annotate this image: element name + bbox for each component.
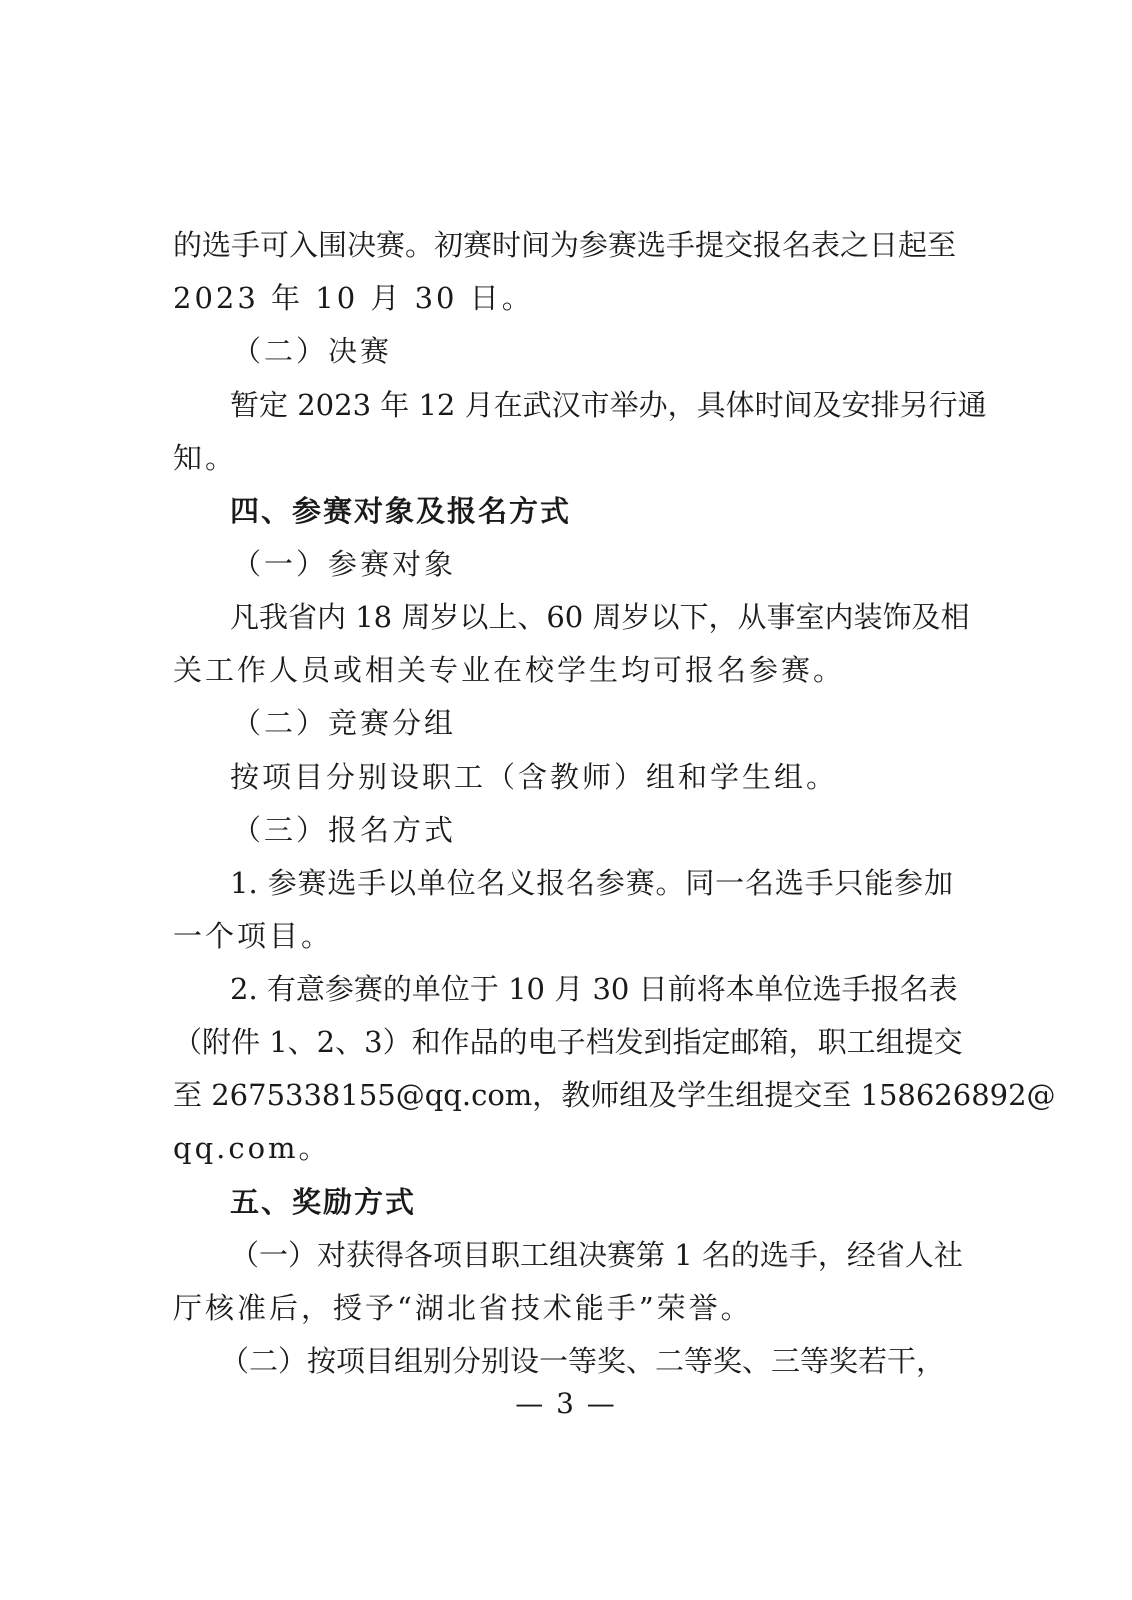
list-item-2: 2. 有意参赛的单位于 10 月 30 日前将本单位选手报名表 xyxy=(230,972,958,1006)
body-text-line: （一）对获得各项目职工组决赛第 1 名的选手，经省人社 xyxy=(230,1238,963,1272)
body-text-line: 知。 xyxy=(173,441,238,475)
body-text-line: 2023 年 10 月 30 日。 xyxy=(173,281,534,315)
subsection-heading-final: （二）决赛 xyxy=(232,334,393,368)
section-heading-4: 四、参赛对象及报名方式 xyxy=(230,494,572,528)
body-text-line: 厅核准后，授予“湖北省技术能手”荣誉。 xyxy=(173,1291,753,1325)
body-text-line: 按项目分别设职工（含教师）组和学生组。 xyxy=(230,760,839,794)
body-text-line: 暂定 2023 年 12 月在武汉市举办，具体时间及安排另行通 xyxy=(230,388,987,422)
list-item-1: 1. 参赛选手以单位名义报名参赛。同一名选手只能参加 xyxy=(230,866,953,900)
subsection-heading-groups: （二）竞赛分组 xyxy=(232,706,457,740)
body-text-line: 的选手可入围决赛。初赛时间为参赛选手提交报名表之日起至 xyxy=(173,228,957,262)
body-text-line: 凡我省内 18 周岁以上、60 周岁以下，从事室内装饰及相 xyxy=(230,600,970,634)
subsection-heading-registration: （三）报名方式 xyxy=(232,813,457,847)
page-number: — 3 — xyxy=(515,1387,617,1420)
body-text-line: 一个项目。 xyxy=(173,919,334,953)
body-text-line: （附件 1、2、3）和作品的电子档发到指定邮箱，职工组提交 xyxy=(173,1025,963,1059)
email-text-line: qq.com。 xyxy=(173,1131,331,1165)
section-heading-5: 五、奖励方式 xyxy=(230,1185,417,1219)
subsection-heading-participants: （一）参赛对象 xyxy=(232,547,457,581)
email-text-line: 至 2675338155@qq.com，教师组及学生组提交至 158626892@ xyxy=(173,1078,1056,1112)
body-text-line: 关工作人员或相关专业在校学生均可报名参赛。 xyxy=(173,653,846,687)
body-text-line: （二）按项目组别分别设一等奖、二等奖、三等奖若干， xyxy=(220,1344,946,1378)
